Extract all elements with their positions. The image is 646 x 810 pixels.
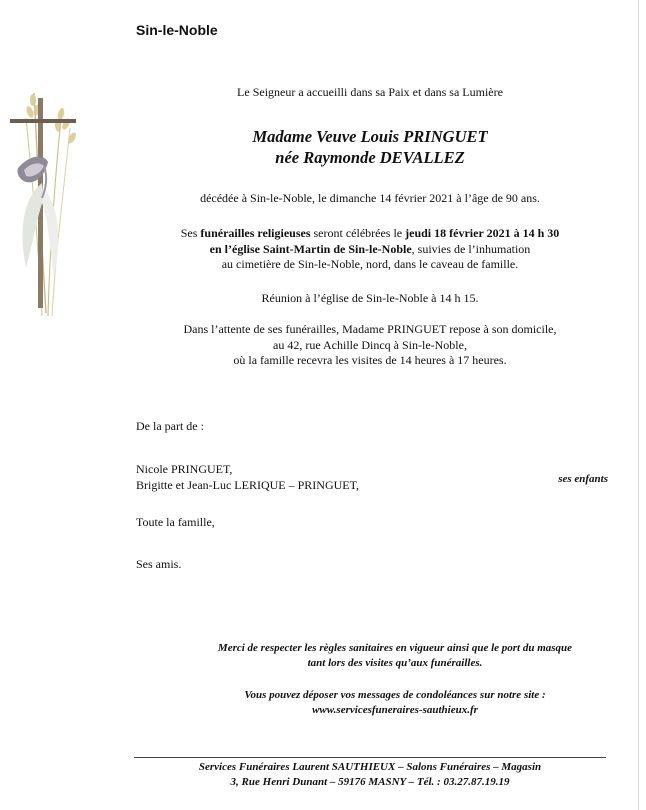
- funeral-details: [136, 226, 604, 273]
- family-line: Toute la famille,: [136, 515, 215, 529]
- intro-text: Le Seigneur a accueilli dans sa Paix et dans sa Lumière: [237, 85, 503, 99]
- deceased-name-line1: Madame Veuve Louis PRINGUET: [252, 127, 488, 146]
- children-role: ses enfants: [558, 473, 608, 485]
- wake-line3: où la famille recevra les visites de 14 heures à 17 heures.: [233, 353, 507, 367]
- friends-line: Ses amis.: [136, 557, 182, 571]
- funeral-line1: Ses funérailles religieuses seront célébrées le jeudi 18 février 2021 à 14 h 30: [180, 226, 560, 240]
- cross-lily-icon: [4, 88, 86, 318]
- condolences-website-link[interactable]: www.servicesfuneraires-sauthieux.fr: [312, 704, 478, 716]
- funeral-line2: en l’église Saint-Martin de Sin-le-Noble, suivies de l’inhumation: [209, 241, 531, 256]
- children-list: [136, 461, 604, 493]
- wake-details: [136, 322, 604, 369]
- from-label: De la part de :: [136, 419, 204, 433]
- wake-line2: au 42, rue Achille Dincq à Sin-le-Noble,: [273, 337, 467, 352]
- footer: [134, 760, 606, 790]
- sanitary-notice: Merci de respecter les règles sanitaires en vigueur ainsi que le port du masque tant lors des visites qu’aux funérailles.: [217, 642, 573, 669]
- deceased-name: [136, 126, 604, 168]
- footer-line2: 3, Rue Henri Dunant – 59176 MASNY – Tél. : 03.27.87.19.19: [230, 776, 510, 788]
- town-header: Sin-le-Noble: [136, 22, 218, 38]
- footer-divider: [134, 757, 606, 758]
- child-name-2: Brigitte et Jean-Luc LERIQUE – PRINGUET,: [136, 478, 360, 492]
- wake-line1: Dans l’attente de ses funérailles, Madame PRINGUET repose à son domicile,: [183, 322, 557, 336]
- footer-line1: Services Funéraires Laurent SAUTHIEUX – Salons Funéraires – Magasin: [198, 761, 542, 773]
- deceased-name-line2: née Raymonde DEVALLEZ: [275, 148, 465, 167]
- death-notice: décédée à Sin-le-Noble, le dimanche 14 février 2021 à l’âge de 90 ans.: [200, 191, 540, 205]
- condolences-notice: Vous pouvez déposer vos messages de condoléances sur notre site : www.servicesfuneraires-sauthieux.fr: [150, 688, 640, 718]
- child-name-1: Nicole PRINGUET,: [136, 462, 233, 476]
- funeral-line3: au cimetière de Sin-le-Noble, nord, dans le caveau de famille.: [221, 257, 519, 271]
- reunion-text: Réunion à l’église de Sin-le-Noble à 14 h 15.: [261, 291, 479, 305]
